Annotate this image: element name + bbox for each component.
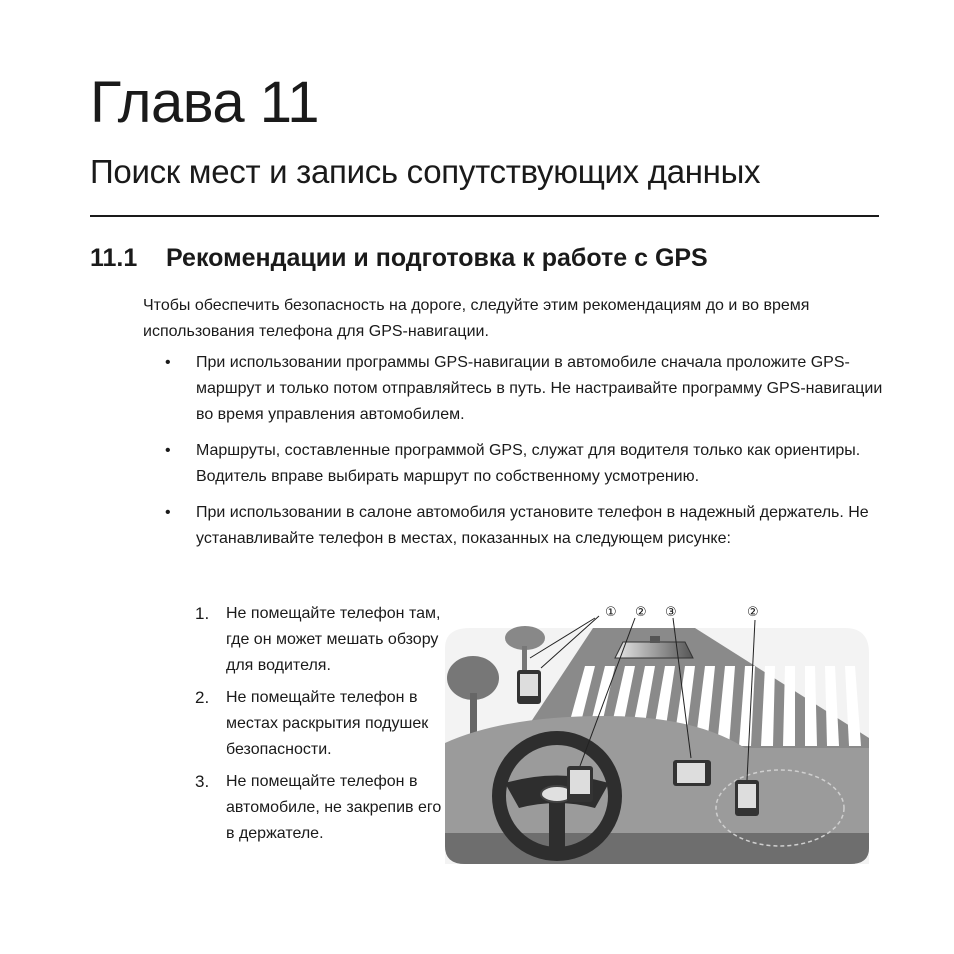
phone-icon [673,760,711,786]
bullet-item [143,438,883,490]
item-text: Не помещайте телефон в автомобиле, не закрепив его в держателе. [226,773,442,842]
numbered-list [195,601,445,853]
numbered-item [195,685,445,763]
bullet-item [143,500,883,552]
bullet-text: При использовании программы GPS-навигации в автомобиле сначала проложите GPS-маршрут и только потом отправляйтесь в путь. Не настраивайте программу GPS-навигации во время управления автомобилем. [196,354,883,423]
section-title: Рекомендации и подготовка к работе с GPS [166,244,708,272]
bullet-text: При использовании в салоне автомобиля установите телефон в надежный держатель. Не устанавливайте телефон в местах, показанных на следующем рисунке: [196,504,869,547]
section-heading [90,240,708,276]
chapter-title: Глава 11 [90,70,319,135]
callout-1: ① [605,605,617,620]
phone-icon [517,670,541,704]
intro-paragraph: Чтобы обеспечить безопасность на дороге, следуйте этим рекомендациям до и во время использования телефона для GPS-навигации. [143,297,810,340]
numbered-item [195,601,445,679]
car-interior-illustration [445,598,869,864]
bullet-dot: • [165,504,171,521]
item-number: 3. [195,772,210,791]
mirror-mount [650,636,660,643]
bullet-list [143,350,883,562]
title-divider [90,215,879,217]
chapter-subtitle: Поиск мест и запись сопутствующих данных [90,153,761,190]
bullet-dot: • [165,442,171,459]
section-number: 11.1 [90,244,138,272]
item-text: Не помещайте телефон там, где он может мешать обзору для водителя. [226,605,441,674]
item-number: 2. [195,688,210,707]
item-text: Не помещайте телефон в местах раскрытия подушек безопасности. [226,689,429,758]
bullet-dot: • [165,354,171,371]
callout-2: ② [635,605,647,620]
item-number: 1. [195,604,210,623]
numbered-item [195,769,445,847]
rearview-mirror [615,642,693,658]
bullet-text: Маршруты, составленные программой GPS, служат для водителя только как ориентиры. Водитель вправе выбирать маршрут по собственному усмотрению. [196,442,861,485]
bullet-item [143,350,883,428]
phone-icon [735,780,759,816]
phone-icon [567,766,593,802]
callout-2b: ② [747,605,759,620]
callout-3: ③ [665,605,677,620]
